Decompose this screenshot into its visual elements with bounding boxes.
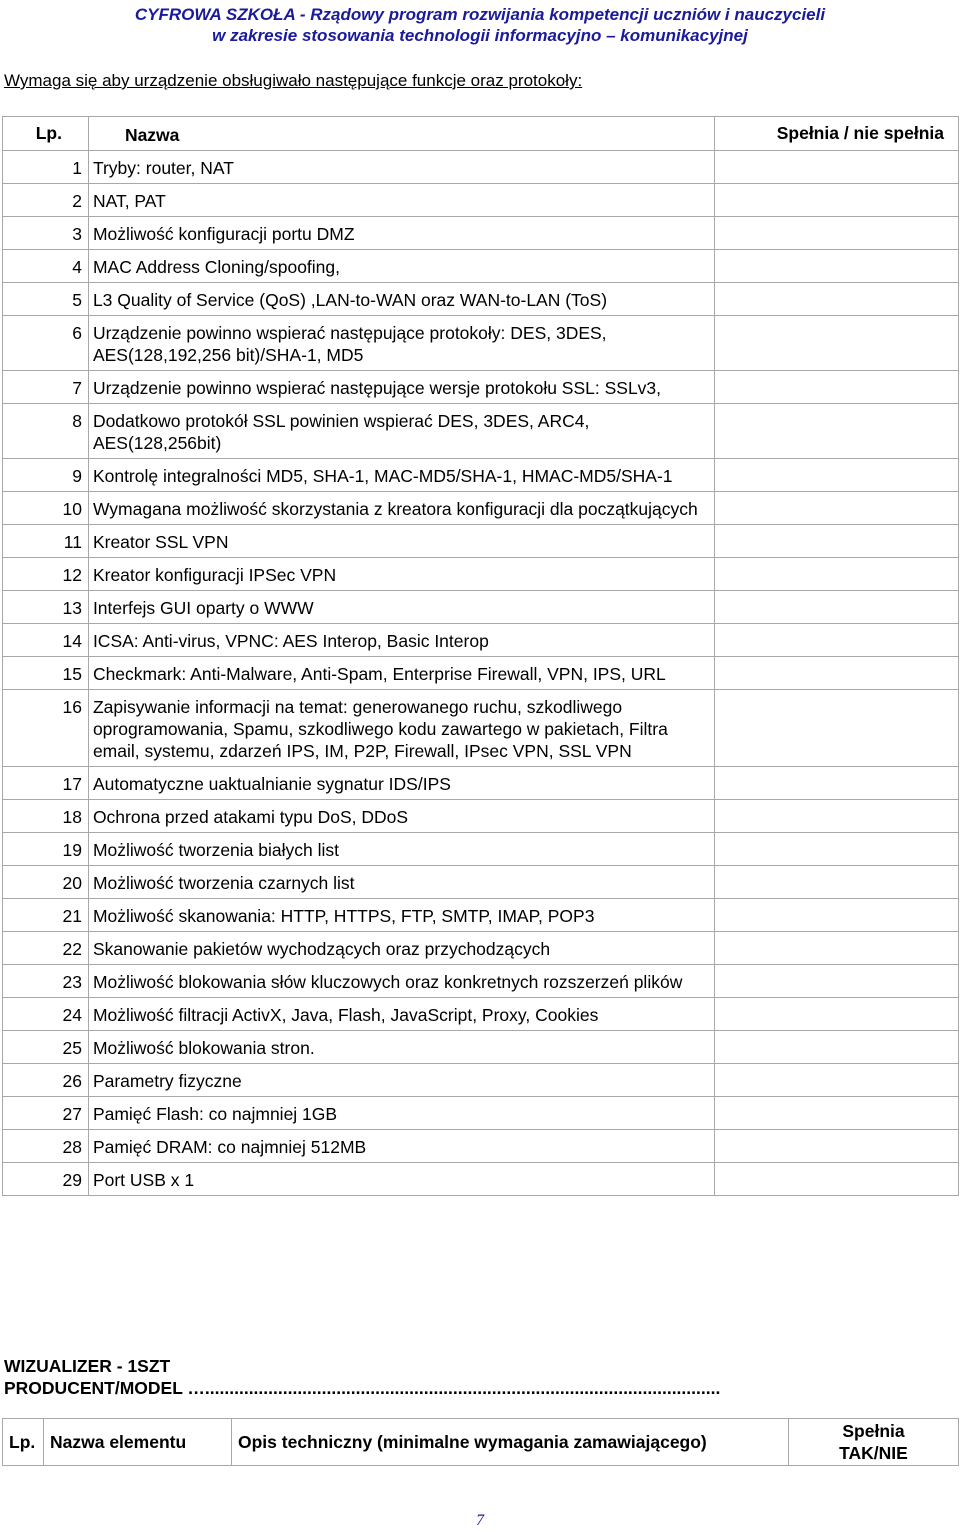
row-name: Pamięć DRAM: co najmniej 512MB — [88, 1130, 714, 1163]
row-lp: 23 — [3, 965, 89, 998]
row-status — [715, 800, 959, 833]
table-row — [3, 250, 959, 283]
table-row — [3, 1064, 959, 1097]
row-status — [715, 965, 959, 998]
intro-text: Wymaga się aby urządzenie obsługiwało następujące funkcje oraz protokoły: — [4, 71, 583, 90]
row-status — [715, 316, 959, 371]
row-name: Możliwość tworzenia białych list — [88, 833, 714, 866]
table-row — [3, 371, 959, 404]
header-line-1: CYFROWA SZKOŁA - Rządowy program rozwijania kompetencji uczniów i nauczycieli — [134, 5, 826, 24]
table-row — [3, 767, 959, 800]
row-name: Tryby: router, NAT — [88, 151, 714, 184]
row-status — [715, 525, 959, 558]
row-name: Możliwość blokowania stron. — [88, 1031, 714, 1064]
row-status — [715, 767, 959, 800]
row-lp: 20 — [3, 866, 89, 899]
page-number: 7 — [476, 1512, 484, 1529]
row-status — [715, 371, 959, 404]
row-name: Kreator SSL VPN — [88, 525, 714, 558]
row-lp: 3 — [3, 217, 89, 250]
row-status — [715, 1064, 959, 1097]
row-lp: 19 — [3, 833, 89, 866]
row-name: MAC Address Cloning/spoofing, — [88, 250, 714, 283]
row-name: Możliwość konfiguracji portu DMZ — [88, 217, 714, 250]
table-header-row — [3, 117, 959, 151]
table-row — [3, 965, 959, 998]
table-row — [3, 899, 959, 932]
row-name: Urządzenie powinno wspierać następujące protokoły: DES, 3DES, AES(128,192,256 bit)/SHA-1, MD5 — [88, 316, 714, 371]
row-lp: 15 — [3, 657, 89, 690]
row-lp: 21 — [3, 899, 89, 932]
table-row — [3, 525, 959, 558]
row-name: Parametry fizyczne — [88, 1064, 714, 1097]
row-name: Automatyczne uaktualnianie sygnatur IDS/IPS — [88, 767, 714, 800]
table-row — [3, 1163, 959, 1196]
row-status — [715, 690, 959, 767]
row-status — [715, 1031, 959, 1064]
row-lp: 8 — [3, 404, 89, 459]
row-lp: 6 — [3, 316, 89, 371]
table-row — [3, 1031, 959, 1064]
row-name: ICSA: Anti-virus, VPNC: AES Interop, Basic Interop — [88, 624, 714, 657]
row-status — [715, 459, 959, 492]
row-status — [715, 404, 959, 459]
table-row — [3, 624, 959, 657]
row-name: Zapisywanie informacji na temat: generowanego ruchu, szkodliwego oprogramowania, Spamu, szkodliwego kodu zawartego w pakietach, Filtra email, systemu, zdarzeń IPS, IM, P2P, Firewall, IPsec VPN, SSL VPN — [88, 690, 714, 767]
requirements-table — [2, 116, 959, 1196]
table-row — [3, 492, 959, 525]
row-name: Pamięć Flash: co najmniej 1GB — [88, 1097, 714, 1130]
table-row — [3, 866, 959, 899]
table-row — [3, 1130, 959, 1163]
row-status — [715, 151, 959, 184]
table-row — [3, 833, 959, 866]
header-lp: Lp. — [3, 117, 89, 151]
row-name: L3 Quality of Service (QoS) ,LAN-to-WAN oraz WAN-to-LAN (ToS) — [88, 283, 714, 316]
table-row — [3, 998, 959, 1031]
row-lp: 2 — [3, 184, 89, 217]
row-name: Możliwość filtracji ActivX, Java, Flash, JavaScript, Proxy, Cookies — [88, 998, 714, 1031]
header-technical-description: Opis techniczny (minimalne wymagania zamawiającego) — [232, 1419, 789, 1466]
element-table-header-row — [3, 1419, 959, 1466]
header-element-name: Nazwa elementu — [44, 1419, 232, 1466]
row-name: Urządzenie powinno wspierać następujące wersje protokołu SSL: SSLv3, — [88, 371, 714, 404]
row-lp: 29 — [3, 1163, 89, 1196]
row-lp: 9 — [3, 459, 89, 492]
row-status — [715, 217, 959, 250]
row-lp: 17 — [3, 767, 89, 800]
row-name: Możliwość blokowania słów kluczowych oraz konkretnych rozszerzeń plików — [88, 965, 714, 998]
table-row — [3, 800, 959, 833]
table-row — [3, 657, 959, 690]
row-lp: 7 — [3, 371, 89, 404]
header-name: Nazwa — [88, 117, 714, 151]
row-status — [715, 184, 959, 217]
element-table — [2, 1418, 959, 1466]
row-status — [715, 624, 959, 657]
row-lp: 18 — [3, 800, 89, 833]
row-name: Interfejs GUI oparty o WWW — [88, 591, 714, 624]
table-row — [3, 151, 959, 184]
row-name: Kreator konfiguracji IPSec VPN — [88, 558, 714, 591]
row-lp: 14 — [3, 624, 89, 657]
row-name: Wymagana możliwość skorzystania z kreatora konfiguracji dla początkujących — [88, 492, 714, 525]
row-lp: 26 — [3, 1064, 89, 1097]
requirements-body — [3, 151, 959, 1196]
row-name: NAT, PAT — [88, 184, 714, 217]
row-status — [715, 250, 959, 283]
row-status — [715, 1163, 959, 1196]
table-row — [3, 184, 959, 217]
row-name: Możliwość tworzenia czarnych list — [88, 866, 714, 899]
table-row — [3, 932, 959, 965]
row-lp: 24 — [3, 998, 89, 1031]
header-status — [789, 1419, 959, 1466]
table-row — [3, 591, 959, 624]
section-model — [4, 1355, 720, 1399]
row-lp: 11 — [3, 525, 89, 558]
row-status — [715, 1130, 959, 1163]
row-name: Checkmark: Anti-Malware, Anti-Spam, Enterprise Firewall, VPN, IPS, URL — [88, 657, 714, 690]
row-lp: 12 — [3, 558, 89, 591]
header-status-line-2: TAK/NIE — [839, 1443, 908, 1463]
row-status — [715, 492, 959, 525]
row-lp: 28 — [3, 1130, 89, 1163]
row-name: Skanowanie pakietów wychodzących oraz przychodzących — [88, 932, 714, 965]
table-row — [3, 316, 959, 371]
row-name: Port USB x 1 — [88, 1163, 714, 1196]
document-header — [0, 0, 960, 46]
row-status — [715, 932, 959, 965]
row-lp: 27 — [3, 1097, 89, 1130]
row-lp: 16 — [3, 690, 89, 767]
row-name: Ochrona przed atakami typu DoS, DDoS — [88, 800, 714, 833]
section-title: WIZUALIZER - 1SZT — [4, 1356, 171, 1376]
row-name: Możliwość skanowania: HTTP, HTTPS, FTP, SMTP, IMAP, POP3 — [88, 899, 714, 932]
row-status — [715, 591, 959, 624]
table-row — [3, 1097, 959, 1130]
row-name: Kontrolę integralności MD5, SHA-1, MAC-MD5/SHA-1, HMAC-MD5/SHA-1 — [88, 459, 714, 492]
table-row — [3, 217, 959, 250]
header-status-line-1: Spełnia — [842, 1421, 905, 1441]
table-row — [3, 558, 959, 591]
table-row — [3, 690, 959, 767]
table-row — [3, 459, 959, 492]
row-lp: 5 — [3, 283, 89, 316]
row-lp: 1 — [3, 151, 89, 184]
row-status — [715, 657, 959, 690]
row-status — [715, 899, 959, 932]
row-status — [715, 1097, 959, 1130]
header-lp: Lp. — [3, 1419, 44, 1466]
row-status — [715, 833, 959, 866]
table-row — [3, 404, 959, 459]
row-status — [715, 866, 959, 899]
table-row — [3, 283, 959, 316]
row-lp: 25 — [3, 1031, 89, 1064]
header-status: Spełnia / nie spełnia — [715, 117, 959, 151]
producer-model-line: PRODUCENT/MODEL ….......................................................................................................... — [4, 1378, 721, 1398]
row-status — [715, 283, 959, 316]
row-lp: 10 — [3, 492, 89, 525]
header-line-2: w zakresie stosowania technologii informacyjno – komunikacyjnej — [212, 26, 748, 45]
row-lp: 4 — [3, 250, 89, 283]
row-status — [715, 558, 959, 591]
row-name: Dodatkowo protokół SSL powinien wspierać DES, 3DES, ARC4, AES(128,256bit) — [88, 404, 714, 459]
row-lp: 13 — [3, 591, 89, 624]
row-lp: 22 — [3, 932, 89, 965]
row-status — [715, 998, 959, 1031]
